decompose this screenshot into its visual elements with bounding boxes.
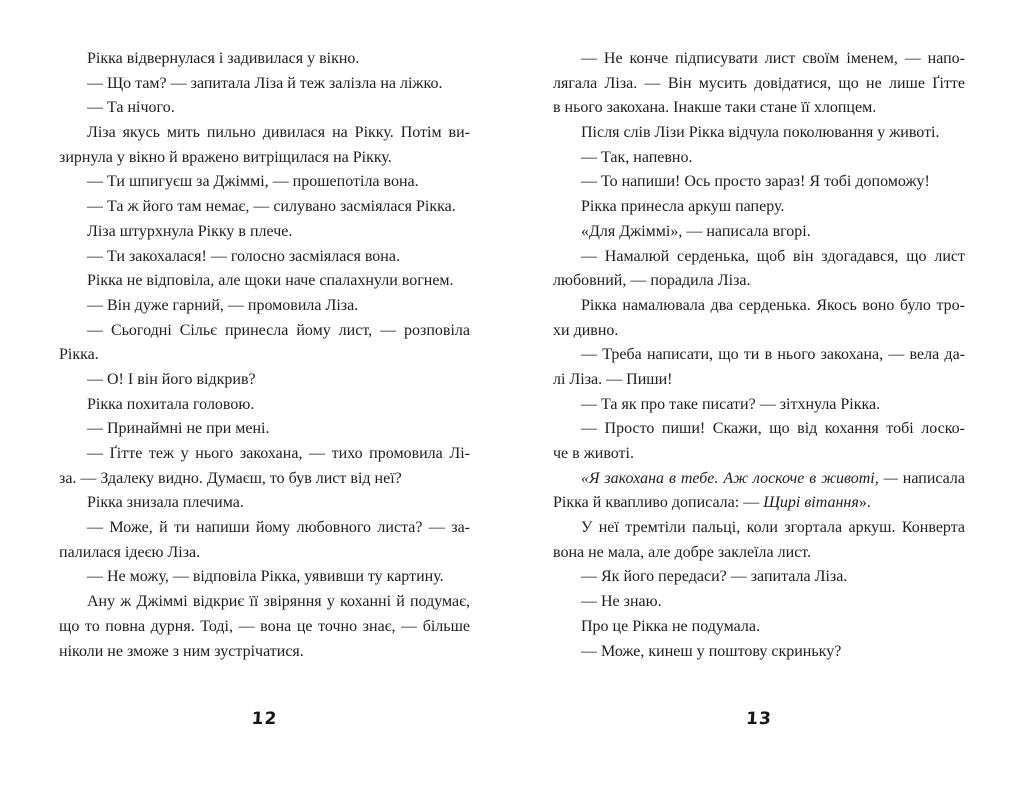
text-line	[59, 96, 470, 121]
text-segment: — Не конче підписувати лист своїм іменем, — напо-	[581, 50, 965, 67]
text-line	[553, 146, 965, 171]
text-segment: — Ґітте теж у нього закохана, — тихо промовила Лі-	[87, 445, 470, 462]
text-segment: — Не знаю.	[581, 593, 662, 611]
text-line	[59, 590, 470, 615]
text-segment: в нього закохана. Інакше таки стане її хлопцем.	[553, 99, 877, 117]
text-line	[553, 195, 965, 220]
text-line	[59, 565, 470, 590]
text-line	[59, 368, 470, 393]
text-segment: Після слів Лізи Рікка відчула поколювання у животі.	[581, 124, 940, 142]
text-line	[59, 343, 470, 368]
text-segment: — Сьогодні Сільє принесла йому лист, — розповіла	[87, 321, 470, 339]
text-line	[553, 368, 965, 393]
text-line	[59, 170, 470, 195]
text-segment: Ліза штурхнула Рікку в плече.	[87, 222, 293, 240]
text-segment: че в животі.	[553, 445, 634, 462]
text-line	[59, 640, 470, 665]
text-segment: лі Ліза. — Пиши!	[553, 370, 673, 388]
text-line	[553, 343, 965, 368]
text-segment: зирнула у вікно й вражено витріщилася на Рікку.	[59, 148, 392, 166]
text-segment: Ану ж Джіммі відкриє її звіряння у коханні й подумає,	[87, 593, 470, 611]
right-page-number: 13	[745, 709, 773, 729]
text-line	[553, 467, 965, 492]
text-segment: ».	[858, 494, 871, 512]
text-segment: Рікка похитала головою.	[87, 395, 255, 413]
text-segment: Рікка знизала плечима.	[87, 494, 244, 512]
text-line	[59, 393, 470, 418]
text-segment: — Ти закохалася! — голосно засміялася вона.	[87, 247, 400, 265]
text-line	[59, 269, 470, 294]
text-segment: Рікка намалювала два серденька. Якось воно було тро-	[581, 296, 965, 314]
text-line	[59, 491, 470, 516]
text-line	[553, 269, 965, 294]
text-segment: У неї тремтіли пальці, коли згортала аркуш. Конверта	[581, 519, 965, 537]
text-segment: — Ти шпигуєш за Джіммі, — прошепотіла вона.	[87, 173, 419, 191]
text-segment: Рікка відвернулася і задивилася у вікно.	[87, 50, 360, 67]
text-line	[553, 294, 965, 319]
text-segment: — Та нічого.	[87, 99, 175, 117]
text-line	[553, 96, 965, 121]
text-segment: — Може, й ти напиши йому любовного листа? — за-	[87, 519, 470, 537]
text-line	[553, 220, 965, 245]
text-segment: — Намалюй серденька, щоб він здогадався, що лист	[581, 247, 965, 265]
text-line	[553, 245, 965, 270]
text-segment: Рікка й квапливо дописала: —	[553, 494, 764, 512]
text-line	[553, 319, 965, 344]
text-line	[59, 245, 470, 270]
text-segment: лягала Ліза. — Він мусить довідатися, що не лише Ґітте	[553, 74, 965, 92]
text-segment: — Що там? — запитала Ліза й теж залізла на ліжко.	[87, 74, 443, 92]
text-line	[553, 47, 965, 72]
text-line	[553, 442, 965, 467]
text-segment: за. — Здалеку видно. Думаєш, то був лист від неї?	[59, 469, 402, 487]
text-line	[59, 121, 470, 146]
text-line	[553, 615, 965, 640]
text-line	[59, 72, 470, 97]
text-line	[59, 541, 470, 566]
text-line	[553, 541, 965, 566]
text-segment: ніколи не зможе з ним зустрічатися.	[59, 642, 304, 660]
text-segment: написала	[897, 469, 965, 487]
text-line	[553, 565, 965, 590]
text-line	[553, 417, 965, 442]
text-segment: — О! І він його відкрив?	[87, 370, 256, 388]
text-line	[553, 121, 965, 146]
text-line	[59, 442, 470, 467]
left-page-text-column	[59, 47, 470, 664]
right-page-text-column	[553, 47, 965, 664]
text-segment: Ліза якусь мить пильно дивилася на Рікку. Потім ви-	[87, 124, 470, 142]
text-line	[59, 294, 470, 319]
text-segment: Рікка принесла аркуш паперу.	[581, 198, 785, 216]
text-segment-italic: Щирі вітання	[763, 494, 859, 512]
text-line	[553, 170, 965, 195]
text-line	[59, 615, 470, 640]
text-segment-italic: «Я закохана в тебе. Аж лоскоче в животі, —	[581, 469, 898, 487]
text-segment: — Та ж його там немає, — силувано засміялася Рікка.	[87, 198, 456, 216]
text-segment: любовний, — порадила Ліза.	[553, 272, 751, 290]
text-line	[59, 319, 470, 344]
text-segment: Про це Рікка не подумала.	[581, 617, 761, 635]
text-segment: — Може, кинеш у поштову скриньку?	[581, 642, 842, 660]
left-page-number: 12	[250, 709, 279, 729]
text-segment: палилася ідеєю Ліза.	[59, 543, 201, 561]
text-segment: — Він дуже гарний, — промовила Ліза.	[87, 296, 359, 314]
text-segment: — Не можу, — відповіла Рікка, уявивши ту картину.	[87, 568, 444, 586]
text-segment: — Та як про таке писати? — зітхнула Рікка.	[581, 395, 881, 413]
text-line	[59, 220, 470, 245]
text-segment: — Треба написати, що ти в нього закохана, — вела да-	[581, 346, 965, 364]
text-line	[553, 491, 965, 516]
text-segment: вона не мала, але добре заклеїла лист.	[553, 543, 812, 561]
text-line	[59, 417, 470, 442]
text-line	[59, 47, 470, 72]
text-segment: хи дивно.	[553, 321, 619, 339]
text-segment: — То напиши! Ось просто зараз! Я тобі допоможу!	[581, 173, 930, 191]
text-line	[553, 393, 965, 418]
text-segment: «Для Джіммі», — написала вгорі.	[581, 222, 811, 240]
text-segment: що то повна дурня. Тоді, — вона це точно знає, — більше	[59, 617, 470, 635]
text-line	[553, 516, 965, 541]
text-segment: — Як його передаси? — запитала Ліза.	[581, 568, 848, 586]
text-line	[553, 640, 965, 665]
text-line	[59, 467, 470, 492]
text-line	[59, 195, 470, 220]
text-segment: Рікка не відповіла, але щоки наче спалахнули вогнем.	[87, 272, 454, 290]
text-line	[553, 72, 965, 97]
text-segment: Рікка.	[59, 346, 99, 364]
text-line	[59, 516, 470, 541]
text-line	[59, 146, 470, 171]
text-segment: — Принаймні не при мені.	[87, 420, 270, 438]
text-line	[553, 590, 965, 615]
text-segment: — Так, напевно.	[581, 148, 693, 166]
text-segment: — Просто пиши! Скажи, що від кохання тобі лоско-	[581, 420, 965, 438]
